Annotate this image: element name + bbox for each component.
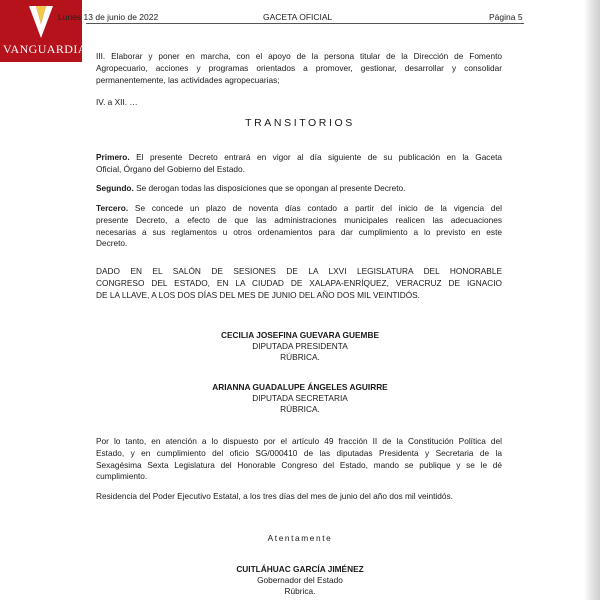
text-line: Agropecuario, acciones y programas orientados a promover, gestionar, desarrollar y consolidar	[96, 62, 502, 73]
signature-block-presidenta	[0, 330, 600, 363]
signer-role: DIPUTADA SECRETARIA	[252, 393, 348, 403]
text-line: El presente Decreto entrará en vigor al día siguiente de su publicación en la Gaceta	[129, 152, 502, 162]
signature-block-secretaria	[0, 382, 600, 415]
paragraph-segundo	[96, 183, 502, 195]
text-line: CONGRESO DEL ESTADO, EN LA CIUDAD DE XALAPA-ENRÍQUEZ, VERACRUZ DE IGNACIO	[96, 277, 502, 288]
paragraph-residencia: Residencia del Poder Ejecutivo Estatal, a los tres días del mes de junio del año dos mil veintidós.	[96, 491, 453, 501]
text-line: presente Decreto, a efecto de que las administraciones municipales realicen las adecuaciones	[96, 214, 502, 225]
signer-name: ARIANNA GUADALUPE ÁNGELES AGUIRRE	[212, 382, 388, 392]
text-line: Decreto.	[96, 238, 128, 249]
closing-atentamente: Atentamente	[267, 533, 333, 543]
signer-rubrica: Rúbrica.	[284, 586, 316, 596]
article-label: Tercero.	[96, 203, 129, 213]
section-title-transitorios: TRANSITORIOS	[245, 117, 355, 129]
paragraph-tercero	[96, 203, 502, 250]
signer-name: CECILIA JOSEFINA GUEVARA GUEMBE	[221, 330, 379, 340]
vanguardia-logo-text: VANGUARDIA	[3, 42, 87, 56]
article-label: Segundo.	[96, 183, 134, 193]
article-label: Primero.	[96, 152, 130, 162]
text-line: Oficial, Órgano del Gobierno del Estado.	[96, 163, 245, 174]
text-line: Se derogan todas las disposiciones que se opongan al presente Decreto.	[133, 183, 406, 193]
header-date: Lunes 13 de junio de 2022	[58, 12, 159, 22]
text-line: Se concede un plazo de noventa días contado a partir del inicio de la vigencia del	[128, 203, 502, 213]
paragraph-primero	[96, 152, 502, 176]
header-page-number: Página 5	[489, 12, 523, 22]
vanguardia-watermark-logo	[0, 0, 87, 62]
text-line: DE LA LLAVE, A LOS DOS DÍAS DEL MES DE JUNIO DEL AÑO DOS MIL VEINTIDÓS.	[96, 289, 420, 300]
paragraph-item-iii	[96, 51, 502, 86]
signer-name: CUITLÁHUAC GARCÍA JIMÉNEZ	[236, 564, 364, 574]
signer-role: Gobernador del Estado	[257, 575, 343, 585]
signature-block-gobernador	[0, 564, 600, 597]
vanguardia-v-icon	[27, 4, 55, 40]
text-line: DADO EN EL SALÓN DE SESIONES DE LA LXVI LEGISLATURA DEL HONORABLE	[96, 266, 502, 276]
signer-rubrica: RÚBRICA.	[280, 352, 320, 362]
header-divider	[86, 23, 524, 24]
text-line: Por lo tanto, en atención a lo dispuesto por el artículo 49 fracción II de la Constitución Política del	[96, 436, 502, 446]
signer-rubrica: RÚBRICA.	[280, 404, 320, 414]
text-line: necesarias a sus reglamentos u otros ordenamientos para dar cumplimiento a lo previsto en este	[96, 226, 502, 237]
paragraph-dado-en	[96, 266, 502, 301]
text-line: III. Elaborar y poner en marcha, con el apoyo de la persona titular de la Dirección de Fomento	[96, 51, 502, 61]
header-publication: GACETA OFICIAL	[263, 12, 333, 22]
text-line: Estado, y en cumplimiento del oficio SG/000410 de las diputadas Presidenta y Secretaria de la	[96, 447, 502, 458]
text-line: Sexagésima Sexta Legislatura del Honorable Congreso del Estado, mando se publique y se le dé	[96, 459, 502, 470]
paragraph-por-lo-tanto	[96, 436, 502, 483]
signer-role: DIPUTADA PRESIDENTA	[252, 341, 348, 351]
text-line: permanentemente, las actividades agropecuarias;	[96, 74, 280, 85]
page-edge-shadow	[584, 0, 600, 600]
text-line: cumplimiento.	[96, 471, 148, 482]
paragraph-item-iv-xii: IV. a XII. …	[96, 97, 138, 107]
